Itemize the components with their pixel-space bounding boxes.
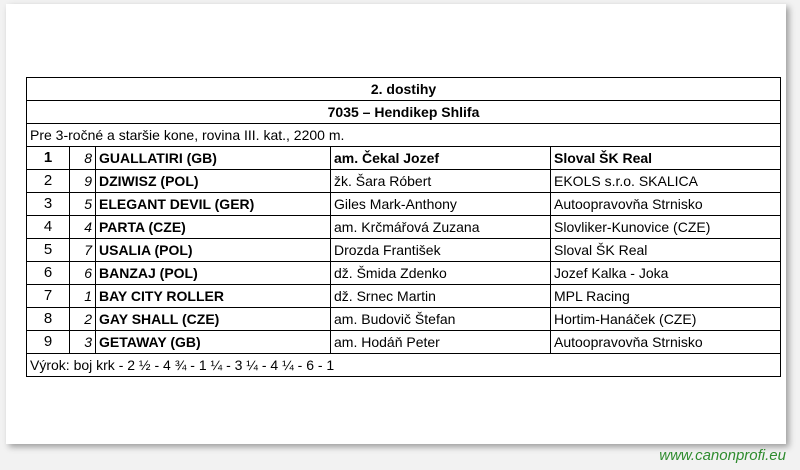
jockey-name: dž. Srnec Martin xyxy=(331,285,551,308)
start-number: 5 xyxy=(70,193,96,216)
race-number-row xyxy=(27,78,781,101)
race-conditions-row xyxy=(27,124,781,147)
jockey-name: am. Krčmářová Zuzana xyxy=(331,216,551,239)
owner-name: EKOLS s.r.o. SKALICA xyxy=(551,170,781,193)
owner-name: MPL Racing xyxy=(551,285,781,308)
watermark: www.canonprofi.eu xyxy=(659,447,786,464)
start-number: 8 xyxy=(70,147,96,170)
results-sheet xyxy=(6,4,786,444)
horse-name: GETAWAY (GB) xyxy=(96,331,331,354)
owner-name: Autoopravovňa Strnisko xyxy=(551,331,781,354)
horse-name: GUALLATIRI (GB) xyxy=(96,147,331,170)
finish-position: 6 xyxy=(27,262,70,285)
jockey-name: dž. Šmida Zdenko xyxy=(331,262,551,285)
table-row xyxy=(27,331,781,354)
start-number: 7 xyxy=(70,239,96,262)
jockey-name: am. Hodáň Peter xyxy=(331,331,551,354)
finish-position: 4 xyxy=(27,216,70,239)
finish-position: 2 xyxy=(27,170,70,193)
finish-position: 1 xyxy=(27,147,70,170)
start-number: 4 xyxy=(70,216,96,239)
owner-name: Sloval ŠK Real xyxy=(551,147,781,170)
finish-margins: Výrok: boj krk - 2 ½ - 4 ¾ - 1 ¼ - 3 ¼ - 4 ¼ - 6 - 1 xyxy=(27,354,781,377)
race-number: 2. dostihy xyxy=(27,78,781,101)
owner-name: Autoopravovňa Strnisko xyxy=(551,193,781,216)
table-row xyxy=(27,193,781,216)
owner-name: Jozef Kalka - Joka xyxy=(551,262,781,285)
start-number: 3 xyxy=(70,331,96,354)
finish-position: 7 xyxy=(27,285,70,308)
table-row xyxy=(27,170,781,193)
horse-name: BAY CITY ROLLER xyxy=(96,285,331,308)
table-row xyxy=(27,147,781,170)
table-row xyxy=(27,285,781,308)
table-row xyxy=(27,216,781,239)
horse-name: ELEGANT DEVIL (GER) xyxy=(96,193,331,216)
owner-name: Sloval ŠK Real xyxy=(551,239,781,262)
start-number: 6 xyxy=(70,262,96,285)
horse-name: DZIWISZ (POL) xyxy=(96,170,331,193)
jockey-name: am. Budovič Štefan xyxy=(331,308,551,331)
start-number: 1 xyxy=(70,285,96,308)
horse-name: PARTA (CZE) xyxy=(96,216,331,239)
table-row xyxy=(27,239,781,262)
table-row xyxy=(27,262,781,285)
race-name: 7035 – Hendikep Shlifa xyxy=(27,101,781,124)
start-number: 9 xyxy=(70,170,96,193)
jockey-name: Giles Mark-Anthony xyxy=(331,193,551,216)
jockey-name: am. Čekal Jozef xyxy=(331,147,551,170)
start-number: 2 xyxy=(70,308,96,331)
finish-position: 5 xyxy=(27,239,70,262)
margins-row xyxy=(27,354,781,377)
race-conditions: Pre 3-ročné a staršie kone, rovina III. kat., 2200 m. xyxy=(27,124,781,147)
race-results-table xyxy=(26,77,781,377)
jockey-name: žk. Šara Róbert xyxy=(331,170,551,193)
race-name-row xyxy=(27,101,781,124)
finish-position: 8 xyxy=(27,308,70,331)
owner-name: Hortim-Hanáček (CZE) xyxy=(551,308,781,331)
finish-position: 3 xyxy=(27,193,70,216)
jockey-name: Drozda František xyxy=(331,239,551,262)
table-row xyxy=(27,308,781,331)
finish-position: 9 xyxy=(27,331,70,354)
horse-name: USALIA (POL) xyxy=(96,239,331,262)
horse-name: GAY SHALL (CZE) xyxy=(96,308,331,331)
horse-name: BANZAJ (POL) xyxy=(96,262,331,285)
owner-name: Slovliker-Kunovice (CZE) xyxy=(551,216,781,239)
